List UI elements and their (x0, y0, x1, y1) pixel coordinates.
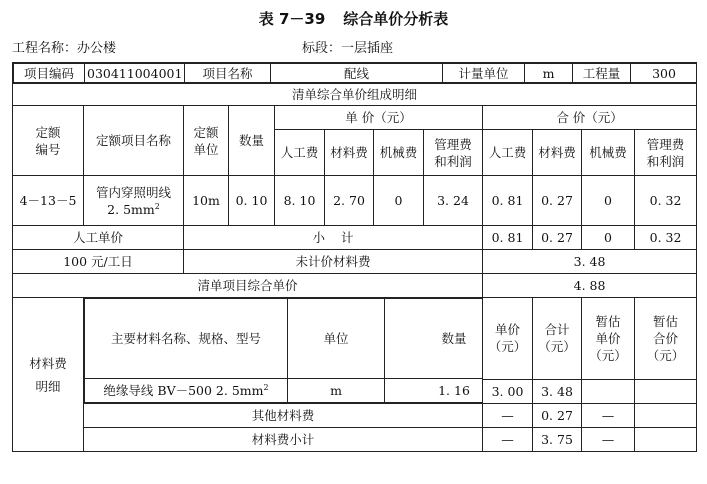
name-label: 项目名称 (185, 64, 271, 83)
mat-col-qty: 数量 (385, 299, 483, 379)
qty-value: 300 (631, 64, 697, 83)
col-unit-mgmt: 管理费 和利润 (424, 130, 483, 176)
col-total-machine: 机械费 (582, 130, 635, 176)
col-total-price: 合 价（元） (483, 106, 697, 130)
col-total-labor: 人工费 (483, 130, 533, 176)
mat-subtotal-est-price: — (582, 428, 635, 452)
subtotal-label: 小 计 (184, 226, 483, 250)
composition-title: 清单综合单价组成明细 (13, 84, 697, 106)
other-material-row (13, 404, 697, 428)
unit-label: 计量单位 (443, 64, 525, 83)
qty-label: 工程量 (573, 64, 631, 83)
code-value: 030411004001 (85, 64, 185, 83)
table-row (13, 176, 697, 226)
quota-name: 管内穿照明线 2. $5mm^2$ (84, 176, 184, 226)
col-quota-code: 定额 编号 (13, 106, 84, 176)
section-name: 标段：一层插座 (302, 41, 394, 56)
subtotal-mgmt: 0. 32 (635, 226, 697, 250)
mat-item-total: 3. 48 (533, 379, 582, 403)
unit-mgmt: 3. 24 (424, 176, 483, 226)
col-quota-name: 定额项目名称 (84, 106, 184, 176)
other-total: 0. 27 (533, 404, 582, 428)
material-main-block (84, 298, 483, 404)
mat-col-unit: 单位 (288, 299, 385, 379)
project-name: 工程名称：办公楼 (12, 41, 117, 56)
unit-labor: 8. 10 (275, 176, 325, 226)
mat-item-name: 绝缘导线 BV－500 2. $5mm^2$ (85, 379, 288, 403)
mat-item-price: 3. 00 (483, 379, 533, 403)
subtotal-machine: 0 (582, 226, 635, 250)
mat-subtotal-label: 材料费小计 (84, 428, 483, 452)
subtotal-material: 0. 27 (533, 226, 582, 250)
mat-col-total: 合计 （元） (533, 298, 582, 380)
col-unit-price: 单 价（元） (275, 106, 483, 130)
table-number: 表 7－39 (258, 10, 326, 28)
mat-subtotal-total: 3. 75 (533, 428, 582, 452)
col-unit-material: 材料费 (325, 130, 374, 176)
col-total-mgmt: 管理费 和利润 (635, 130, 697, 176)
subtotal-labor: 0. 81 (483, 226, 533, 250)
total-machine: 0 (582, 176, 635, 226)
other-label: 其他材料费 (84, 404, 483, 428)
labor-rate: 100 元/工日 (13, 250, 184, 274)
mat-col-est-price: 暂估 单价 （元） (582, 298, 635, 380)
unit-machine: 0 (374, 176, 424, 226)
mat-col-price: 单价 （元） (483, 298, 533, 380)
mat-item-est-total (635, 379, 697, 403)
quota-unit: 10m (184, 176, 229, 226)
project-info-row (13, 63, 697, 84)
name-value: 配线 (271, 64, 443, 83)
material-side-label: 材料费 明细 (13, 298, 84, 452)
unit-material: 2. 70 (325, 176, 374, 226)
total-material: 0. 27 (533, 176, 582, 226)
unpriced-label: 未计价材料费 (184, 250, 483, 274)
table-title-text: 综合单价分析表 (343, 10, 449, 28)
composite-row (13, 274, 697, 298)
price-analysis-table (12, 62, 697, 452)
unit-value: m (525, 64, 573, 83)
mat-item-unit: m (288, 379, 385, 403)
mat-col-name: 主要材料名称、规格、型号 (85, 299, 288, 379)
mat-subtotal-est-total (635, 428, 697, 452)
col-unit-machine: 机械费 (374, 130, 424, 176)
composite-value: 4. 88 (483, 274, 697, 298)
col-unit-labor: 人工费 (275, 130, 325, 176)
col-quantity: 数量 (229, 106, 275, 176)
code-label: 项目编码 (14, 64, 85, 83)
mat-subtotal-price: — (483, 428, 533, 452)
other-est-total (635, 404, 697, 428)
quota-quantity: 0. 10 (229, 176, 275, 226)
other-est-price: — (582, 404, 635, 428)
composite-label: 清单项目综合单价 (13, 274, 483, 298)
subtotal-row (13, 226, 697, 250)
col-total-material: 材料费 (533, 130, 582, 176)
unpriced-value: 3. 48 (483, 250, 697, 274)
mat-item-qty: 1. 16 (385, 379, 483, 403)
quota-code: 4－13－5 (13, 176, 84, 226)
mat-col-est-total: 暂估 合价 （元） (635, 298, 697, 380)
labor-price-label: 人工单价 (13, 226, 184, 250)
col-quota-unit: 定额 单位 (184, 106, 229, 176)
total-mgmt: 0. 32 (635, 176, 697, 226)
unpriced-row (13, 250, 697, 274)
other-price: — (483, 404, 533, 428)
table-title (0, 8, 707, 29)
list-item (85, 379, 483, 403)
total-labor: 0. 81 (483, 176, 533, 226)
mat-item-est-price (582, 379, 635, 403)
material-subtotal-row (13, 428, 697, 452)
